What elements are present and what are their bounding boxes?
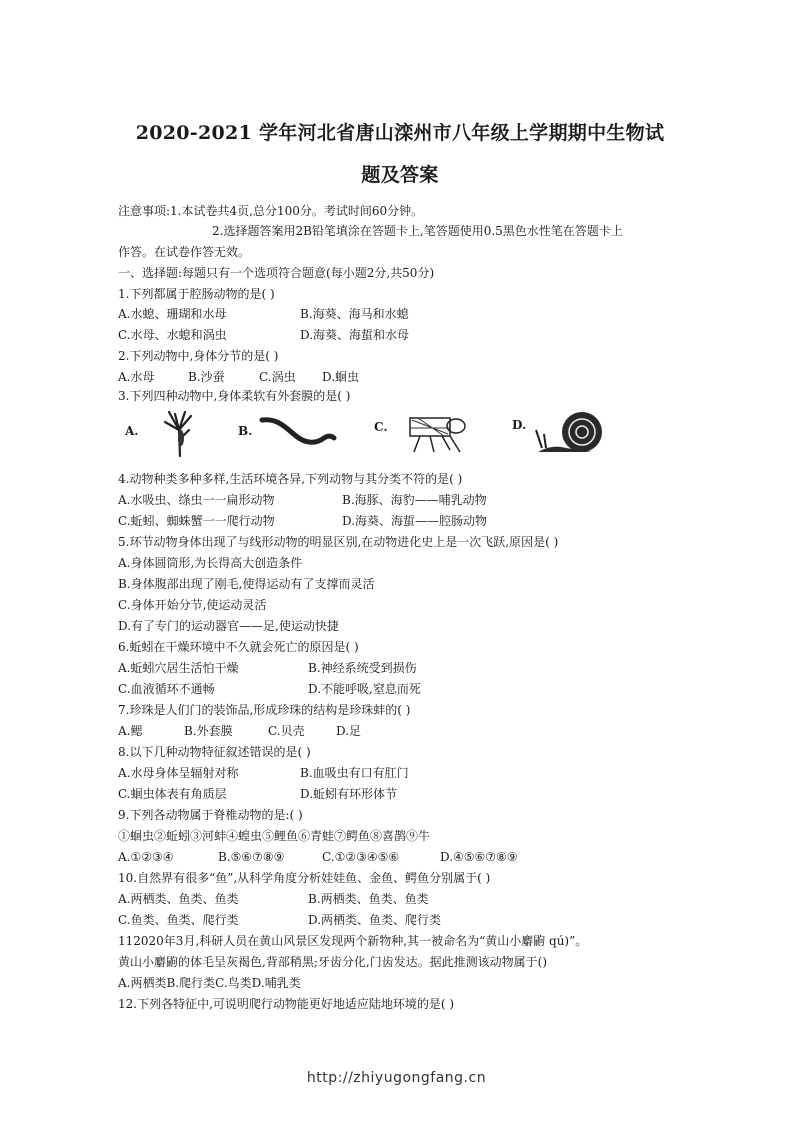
notice-line2: 2.选择题答案用2B铅笔填涂在答题卡上,笔答题使用0.5黑色水性笔在答题卡上	[212, 224, 623, 238]
q7-stem: 7.珍珠是人们门的装饰品,形成珍珠的结构是珍珠蚌的( )	[118, 703, 411, 717]
exam-title-line2: 题及答案	[361, 164, 439, 186]
q4-stem: 4.动物种类多种多样,生活环境各异,下列动物与其分类不符的是( )	[118, 472, 463, 486]
q1-stem: 1.下列都属于腔肠动物的是( )	[118, 287, 275, 301]
notice-line3: 作答。在试卷作答无效。	[118, 245, 251, 259]
q5-option-a: A.身体圆筒形,为长得高大创造条件	[118, 556, 303, 570]
q10-stem: 10.自然界有很多“鱼”,从科学角度分析娃娃鱼、金鱼、鳄鱼分别属于( )	[118, 871, 491, 885]
q8-stem: 8.以下几种动物特征叙述错误的是( )	[118, 745, 311, 759]
q6-option-c: C.血液循环不通畅	[118, 682, 215, 696]
q10-option-c: C.鱼类、鱼类、爬行类	[118, 913, 239, 927]
q2-option-a: A.水母	[118, 370, 155, 384]
q9-stem: 9.下列各动物属于脊椎动物的是:( )	[118, 808, 303, 822]
q5-stem: 5.环节动物身体出现了与线形动物的明显区别,在动物进化史上是一次飞跃,原因是( )	[118, 535, 559, 549]
q12-stem: 12.下列各特征中,可说明爬行动物能更好地适应陆地环境的是( )	[118, 997, 455, 1011]
q9-option-c: C.①②③④⑤⑥	[322, 850, 400, 864]
q6-option-a: A.蚯蚓穴居生活怕干燥	[118, 661, 239, 675]
q9-option-b: B.⑤⑥⑦⑧⑨	[218, 850, 285, 864]
q8-option-c: C.蛔虫体表有角质层	[118, 787, 227, 801]
q6-option-b: B.神经系统受到损伤	[308, 661, 417, 675]
q3-label-a: A.	[125, 424, 139, 438]
q8-option-a: A.水母身体呈辐射对称	[118, 766, 239, 780]
q9-option-a: A.①②③④	[118, 850, 174, 864]
earthworm-illustration	[258, 408, 338, 458]
q7-option-d: D.足	[336, 724, 362, 738]
q2-stem: 2.下列动物中,身体分节的是( )	[118, 349, 279, 363]
q8-option-d: D.蚯蚓有环形体节	[300, 787, 398, 801]
q1-option-a: A.水螅、珊瑚和水母	[118, 307, 227, 321]
q5-option-d: D.有了专门的运动器官——足,使运动快捷	[118, 619, 339, 633]
q10-option-b: B.两栖类、鱼类、鱼类	[308, 892, 429, 906]
q5-option-b: B.身体腹部出现了刚毛,使得运动有了支撑而灵活	[118, 577, 375, 591]
q11-options: A.两栖类B.爬行类C.鸟类D.哺乳类	[118, 976, 301, 990]
snail-illustration	[532, 408, 606, 458]
source-url-footer: http://zhiyugongfang.cn	[306, 1070, 487, 1086]
q11-stem-line1: 112020年3月,科研人员在黄山风景区发现两个新物种,其一被命名为“黄山小麝鼩 qú)”。	[118, 934, 588, 948]
q2-option-d: D.蛔虫	[322, 370, 360, 384]
q6-stem: 6.蚯蚓在干燥环境中不久就会死亡的原因是( )	[118, 640, 359, 654]
q7-option-b: B.外套膜	[184, 724, 233, 738]
q3-label-c: C.	[374, 420, 388, 434]
q9-animal-list: ①蛔虫②蚯蚓③河蚌④蝗虫⑤鲤鱼⑥青蛙⑦鳄鱼⑧喜鹊⑨牛	[118, 829, 431, 843]
q4-option-a: A.水吸虫、绦虫一一扁形动物	[118, 493, 275, 507]
q5-option-c: C.身体开始分节,使运动灵活	[118, 598, 267, 612]
q1-option-b: B.海葵、海马和水螅	[300, 307, 409, 321]
q3-label-d: D.	[512, 418, 527, 432]
q3-stem: 3.下列四种动物中,身体柔软有外套膜的是( )	[118, 389, 351, 403]
exam-title-line1: 2020-2021 学年河北省唐山滦州市八年级上学期期中生物试	[135, 122, 665, 144]
q2-option-c: C.涡虫	[259, 370, 296, 384]
q4-option-b: B.海豚、海豹——哺乳动物	[342, 493, 487, 507]
q7-option-c: C.贝壳	[268, 724, 305, 738]
q9-option-d: D.④⑤⑥⑦⑧⑨	[440, 850, 518, 864]
section-heading: 一、选择题:每题只有一个选项符合题意(每小题2分,共50分)	[118, 266, 435, 280]
grasshopper-illustration	[400, 408, 470, 458]
q10-option-d: D.两栖类、鱼类、爬行类	[308, 913, 442, 927]
q4-option-c: C.蚯蚓、蜘蛛蟹一一爬行动物	[118, 514, 275, 528]
q3-label-b: B.	[238, 424, 253, 438]
q10-option-a: A.两栖类、鱼类、鱼类	[118, 892, 239, 906]
q1-option-c: C.水母、水螅和涡虫	[118, 328, 227, 342]
q2-option-b: B.沙蚕	[188, 370, 225, 384]
q11-stem-line2: 黄山小麝鼩的体毛呈灰褐色,背部稍黑;牙齿分化,门齿发达。据此推测该动物属于()	[118, 955, 548, 969]
q6-option-d: D.不能呼吸,窒息而死	[308, 682, 421, 696]
hydra-illustration	[155, 408, 205, 458]
notice-line1: 注意事项:1.本试卷共4页,总分100分。考试时间60分钟。	[118, 204, 424, 218]
q4-option-d: D.海葵、海蜇——腔肠动物	[342, 514, 488, 528]
q8-option-b: B.血吸虫有口有肛门	[300, 766, 409, 780]
q7-option-a: A.鳃	[118, 724, 143, 738]
q1-option-d: D.海葵、海蜇和水母	[300, 328, 410, 342]
